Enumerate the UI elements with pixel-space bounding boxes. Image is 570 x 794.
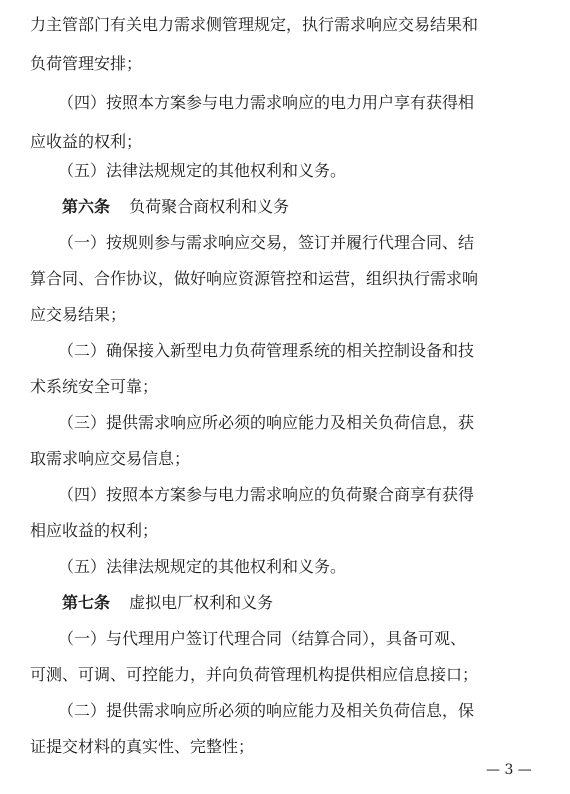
line-text: （三）提供需求响应所必须的响应能力及相关负荷信息，获 <box>58 413 475 432</box>
line-text: 证提交材料的真实性、完整性； <box>30 737 255 756</box>
article-number: 第六条 <box>62 197 111 216</box>
line-text: 相应收益的权利； <box>30 521 159 540</box>
line-text: 应收益的权利； <box>30 132 143 151</box>
text-line <box>0 161 570 181</box>
article-title: 负荷聚合商权利和义务 <box>129 197 290 216</box>
text-line <box>0 15 570 35</box>
line-text: 负荷管理安排； <box>30 54 143 73</box>
text-line <box>0 341 570 361</box>
article-heading <box>0 593 570 613</box>
text-line <box>0 737 570 757</box>
text-line <box>0 269 570 289</box>
line-text: （二）提供需求响应所必须的响应能力及相关负荷信息，保 <box>58 701 475 720</box>
page-number: — 3 — <box>486 762 532 778</box>
line-text: 取需求响应交易信息； <box>30 449 191 468</box>
text-line <box>0 54 570 74</box>
text-line <box>0 629 570 649</box>
text-line <box>0 557 570 577</box>
line-text: （一）与代理用户签订代理合同（结算合同），具备可观、 <box>58 629 467 648</box>
text-line <box>0 233 570 253</box>
line-text: （二）确保接入新型电力负荷管理系统的相关控制设备和技 <box>58 341 475 360</box>
line-text: 术系统安全可靠； <box>30 377 159 396</box>
text-line <box>0 305 570 325</box>
text-line <box>0 485 570 505</box>
line-text: 力主管部门有关电力需求侧管理规定，执行需求响应交易结果和 <box>30 15 479 34</box>
line-text: （四）按照本方案参与电力需求响应的负荷聚合商享有获得 <box>58 485 475 504</box>
line-text: 应交易结果； <box>30 305 127 324</box>
article-number: 第七条 <box>62 593 111 612</box>
text-line <box>0 449 570 469</box>
text-line <box>0 665 570 685</box>
text-line <box>0 93 570 113</box>
text-line <box>0 132 570 152</box>
text-line <box>0 377 570 397</box>
line-text: （五）法律法规规定的其他权利和义务。 <box>58 557 347 576</box>
text-line <box>0 521 570 541</box>
text-line <box>0 413 570 433</box>
line-text: 算合同、合作协议，做好响应资源管控和运营，组织执行需求响 <box>30 269 479 288</box>
text-line <box>0 701 570 721</box>
article-title: 虚拟电厂权利和义务 <box>129 593 274 612</box>
article-heading <box>0 197 570 217</box>
line-text: （一）按规则参与需求响应交易，签订并履行代理合同、结 <box>58 233 475 252</box>
line-text: （四）按照本方案参与电力需求响应的电力用户享有获得相 <box>58 93 475 112</box>
line-text: 可测、可调、可控能力，并向负荷管理机构提供相应信息接口； <box>30 665 479 684</box>
line-text: （五）法律法规规定的其他权利和义务。 <box>58 161 347 180</box>
